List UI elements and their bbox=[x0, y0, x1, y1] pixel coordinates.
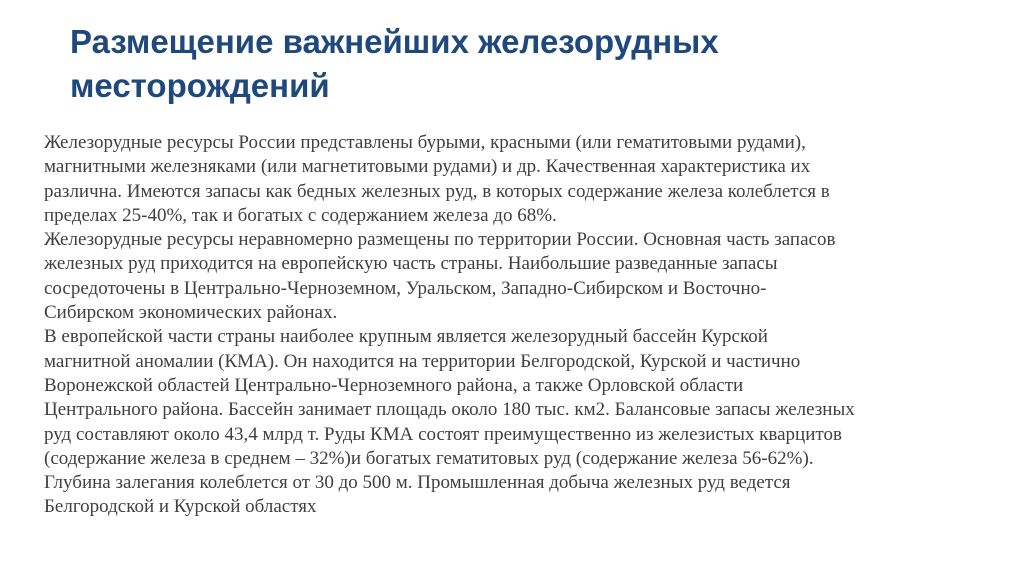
body-text-line: Железорудные ресурсы России представлены бурыми, красными (или гематитовыми рудами), bbox=[44, 132, 806, 153]
body-text-line: Глубина залегания колеблется от 30 до 500 м. Промышленная добыча железных руд ведется bbox=[44, 472, 791, 494]
body-text-line: железных руд приходится на европейскую часть страны. Наибольшие разведанные запасы bbox=[44, 253, 778, 275]
body-text-line: Центрального района. Бассейн занимает площадь около 180 тыс. км2. Балансовые запасы железных bbox=[44, 399, 855, 421]
body-text-line: сосредоточены в Центрально-Черноземном, Уральском, Западно-Сибирском и Восточно- bbox=[44, 277, 767, 299]
body-text-line: В европейской части страны наиболее крупным является железорудный бассейн Курской bbox=[44, 326, 768, 348]
body-text-line: пределах 25-40%, так и богатых с содержанием железа до 68%. bbox=[44, 204, 557, 226]
body-text-line: Белгородской и Курской областях bbox=[44, 496, 317, 518]
body-text-line: (содержание железа в среднем – 32%)и богатых гематитовых руд (содержание железа 56-62%). bbox=[44, 447, 814, 469]
body-text-line: магнитной аномалии (КМА). Он находится на территории Белгородской, Курской и частично bbox=[44, 350, 801, 372]
slide-body-text bbox=[44, 131, 974, 520]
body-text-line: Железорудные ресурсы неравномерно размещены по территории России. Основная часть запасов bbox=[44, 229, 836, 251]
body-text-line: магнитными железняками (или магнетитовыми рудами) и др. Качественная характеристика их bbox=[44, 156, 811, 178]
slide-title-line: Размещение важнейших железорудных bbox=[70, 23, 719, 60]
body-text-line: руд составляют около 43,4 млрд т. Руды КМА состоят преимущественно из железистых кварцитов bbox=[44, 423, 842, 445]
slide-title bbox=[70, 20, 970, 108]
body-text-line: различна. Имеются запасы как бедных железных руд, в которых содержание железа колеблется в bbox=[44, 180, 830, 202]
slide-title-line: месторождений bbox=[70, 67, 330, 104]
body-text-line: Сибирском экономических районах. bbox=[44, 302, 338, 324]
body-text-line: Воронежской областей Центрально-Черноземного района, а также Орловской области bbox=[44, 374, 744, 396]
